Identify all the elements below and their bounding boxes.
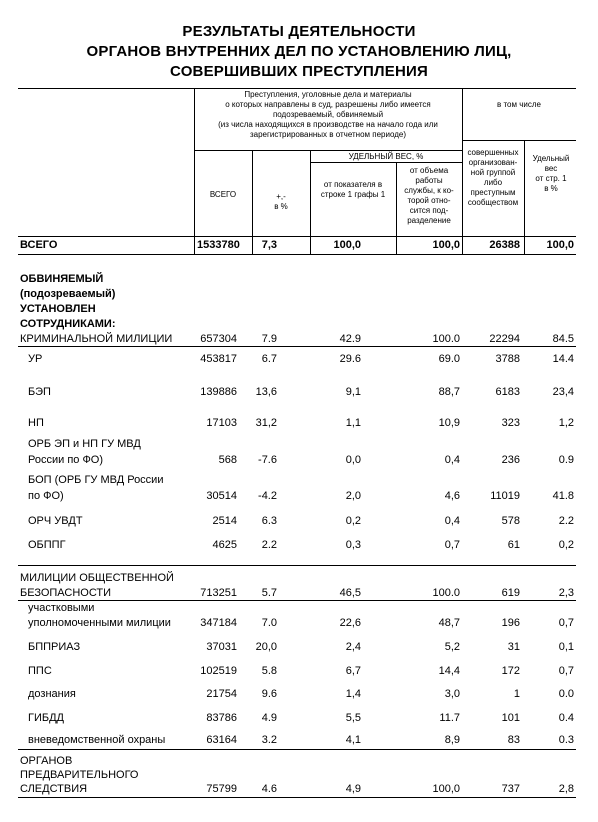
- cell-share-volume: 3,0: [444, 688, 460, 700]
- cell-change: -7.6: [258, 454, 277, 466]
- cell-organized: 323: [501, 417, 520, 429]
- row-label: КРИМИНАЛЬНОЙ МИЛИЦИИ: [20, 333, 173, 345]
- cell-total: 1533780: [197, 239, 240, 251]
- row-label-line-1: ОРБ ЭП и НП ГУ МВД: [28, 438, 141, 450]
- col-divider-4: [462, 88, 463, 254]
- header-of-volume-line-4: торой отно-: [407, 196, 451, 205]
- header-top-rule: [18, 88, 576, 89]
- cell-change: 4.6: [261, 783, 277, 795]
- header-of-col1-line-1: от показателя в: [323, 180, 383, 189]
- row-label-line-2: России по ФО): [28, 454, 104, 466]
- row-label: ВСЕГО: [20, 239, 58, 251]
- cell-share-col1: 4,1: [345, 734, 361, 746]
- section-heading-line-2: (подозреваемый): [20, 288, 116, 300]
- cell-share-col1: 1,4: [345, 688, 361, 700]
- cell-total: 83786: [206, 712, 237, 724]
- cell-change: 6.3: [261, 515, 277, 527]
- header-change-line-2: в %: [274, 202, 288, 211]
- cell-organized: 737: [501, 783, 520, 795]
- header-main-line-1: Преступления, уголовные дела и материалы: [244, 90, 412, 99]
- row-label: ППС: [28, 665, 52, 677]
- header-of-volume-line-2: работы: [415, 176, 443, 185]
- totals-bottom-rule: [18, 254, 576, 255]
- cell-share-volume: 0,4: [444, 454, 460, 466]
- cell-total: 713251: [200, 587, 237, 599]
- header-main-line-2: о которых направлены в суд, разрешены либо имеется: [225, 100, 431, 109]
- cell-change: 7.0: [261, 617, 277, 629]
- cell-change: 4.9: [261, 712, 277, 724]
- cell-organized: 1: [513, 688, 520, 700]
- cell-share-col1: 29.6: [339, 353, 361, 365]
- header-weight-line-1: Удельный: [532, 154, 570, 163]
- cell-change: 5.7: [261, 587, 277, 599]
- cell-organized: 578: [501, 515, 520, 527]
- cell-change: -4.2: [258, 490, 277, 502]
- cell-share-col1: 6,7: [345, 665, 361, 677]
- section-heading-line-3: УСТАНОВЛЕН: [20, 303, 96, 315]
- header-org: [464, 148, 522, 208]
- cell-organized: 101: [501, 712, 520, 724]
- header-main-line-5: зарегистрированных в отчетном периоде): [249, 130, 407, 139]
- cell-organized: 83: [507, 734, 520, 746]
- cell-share-col1: 0,0: [345, 454, 361, 466]
- cell-weight: 1,2: [558, 417, 574, 429]
- cell-share-col1: 100,0: [333, 239, 361, 251]
- cell-share-volume: 100.0: [432, 333, 460, 345]
- cell-share-col1: 2,0: [345, 490, 361, 502]
- cell-total: 75799: [206, 783, 237, 795]
- cell-organized: 619: [501, 587, 520, 599]
- cell-share-volume: 69.0: [438, 353, 460, 365]
- cell-change: 13,6: [255, 386, 277, 398]
- header-org-line-3: ной группой: [470, 168, 516, 177]
- cell-weight: 0,1: [558, 641, 574, 653]
- row-label-line-1: МИЛИЦИИ ОБЩЕСТВЕННОЙ: [20, 572, 174, 584]
- cell-weight: 41.8: [552, 490, 574, 502]
- cell-total: 17103: [206, 417, 237, 429]
- cell-share-volume: 0,4: [444, 515, 460, 527]
- title-line-2: ОРГАНОВ ВНУТРЕННИХ ДЕЛ ПО УСТАНОВЛЕНИЮ ЛИЦ,: [86, 43, 512, 60]
- cell-organized: 236: [501, 454, 520, 466]
- section-rule-krim: [18, 346, 576, 347]
- cell-total: 657304: [200, 333, 237, 345]
- cell-organized: 196: [501, 617, 520, 629]
- title-line-1: РЕЗУЛЬТАТЫ ДЕЯТЕЛЬНОСТИ: [182, 23, 416, 40]
- cell-share-volume: 14,4: [438, 665, 460, 677]
- header-change-line-1: +,-: [276, 192, 286, 201]
- header-org-line-6: сообществом: [467, 198, 519, 207]
- cell-share-volume: 5,2: [444, 641, 460, 653]
- row-label: ГИБДД: [28, 712, 64, 724]
- page-title: [0, 22, 598, 82]
- cell-weight: 14.4: [552, 353, 574, 365]
- cell-organized: 26388: [489, 239, 520, 251]
- row-label-line-2: по ФО): [28, 490, 64, 502]
- col-divider-3: [396, 162, 397, 254]
- cell-weight: 0.3: [558, 734, 574, 746]
- cell-weight: 100,0: [546, 239, 574, 251]
- cell-weight: 2,8: [558, 783, 574, 795]
- section-heading-line-4: СОТРУДНИКАМИ:: [20, 318, 116, 330]
- section-rule-end-mob: [18, 749, 576, 750]
- cell-change: 31,2: [255, 417, 277, 429]
- cell-organized: 61: [507, 539, 520, 551]
- header-share-label: УДЕЛЬНЫЙ ВЕС, %: [348, 152, 424, 161]
- row-label: БЭП: [28, 386, 51, 398]
- cell-weight: 23,4: [552, 386, 574, 398]
- header-of-volume: [398, 166, 460, 226]
- header-incl-label: в том числе: [497, 100, 541, 109]
- cell-share-col1: 0,3: [345, 539, 361, 551]
- header-org-line-1: совершенных: [467, 148, 519, 157]
- header-incl-rule: [462, 140, 576, 141]
- header-incl: [464, 100, 574, 110]
- header-of-col1: [312, 180, 394, 200]
- header-weight-line-2: вес: [544, 164, 558, 173]
- header-org-line-5: преступным: [470, 188, 516, 197]
- header-share-rule: [310, 162, 462, 163]
- cell-weight: 0.4: [558, 712, 574, 724]
- header-mid-rule: [194, 150, 462, 151]
- cell-share-col1: 1,1: [345, 417, 361, 429]
- col-divider-0: [194, 88, 195, 254]
- cell-share-col1: 4,9: [345, 783, 361, 795]
- cell-share-volume: 4,6: [444, 490, 460, 502]
- row-label-line-3: СЛЕДСТВИЯ: [20, 783, 88, 795]
- header-of-volume-line-3: службы, к ко-: [404, 186, 454, 195]
- cell-change: 7.9: [261, 333, 277, 345]
- header-total-label: ВСЕГО: [209, 190, 237, 199]
- cell-share-col1: 9,1: [345, 386, 361, 398]
- row-label-line-2: уполномоченными милиции: [28, 617, 171, 629]
- cell-total: 347184: [200, 617, 237, 629]
- header-share: [312, 152, 460, 162]
- header-org-line-2: организован-: [468, 158, 518, 167]
- cell-organized: 172: [501, 665, 520, 677]
- cell-total: 102519: [200, 665, 237, 677]
- cell-share-volume: 100,0: [432, 239, 460, 251]
- cell-share-volume: 10,9: [438, 417, 460, 429]
- cell-total: 4625: [212, 539, 237, 551]
- cell-change: 2.2: [261, 539, 277, 551]
- cell-change: 5.8: [261, 665, 277, 677]
- cell-change: 9.6: [261, 688, 277, 700]
- header-weight-line-4: в %: [544, 184, 558, 193]
- cell-share-volume: 100.0: [432, 587, 460, 599]
- cell-total: 63164: [206, 734, 237, 746]
- cell-share-volume: 0,7: [444, 539, 460, 551]
- cell-weight: 0,7: [558, 665, 574, 677]
- cell-weight: 2.2: [558, 515, 574, 527]
- cell-organized: 6183: [495, 386, 520, 398]
- row-label-line-1: БОП (ОРБ ГУ МВД России: [28, 474, 164, 486]
- cell-share-volume: 88,7: [438, 386, 460, 398]
- header-main-line-3: подозреваемый, обвиняемый: [272, 110, 384, 119]
- title-line-3: СОВЕРШИВШИХ ПРЕСТУПЛЕНИЯ: [170, 63, 428, 80]
- cell-organized: 11019: [490, 490, 520, 502]
- header-weight: [526, 154, 576, 194]
- row-label: ОБППГ: [28, 539, 66, 551]
- cell-share-volume: 100,0: [432, 783, 460, 795]
- row-label-line-1: участковыми: [28, 602, 95, 614]
- header-of-volume-line-6: разделение: [407, 216, 451, 225]
- header-bottom-rule: [18, 236, 576, 237]
- cell-share-volume: 48,7: [438, 617, 460, 629]
- cell-share-volume: 11.7: [439, 712, 460, 724]
- header-org-line-4: либо: [483, 178, 503, 187]
- row-label: вневедомственной охраны: [28, 734, 166, 746]
- cell-change: 6.7: [261, 353, 277, 365]
- cell-total: 139886: [200, 386, 237, 398]
- section-rule-opr: [18, 797, 576, 798]
- cell-weight: 2,3: [558, 587, 574, 599]
- cell-total: 30514: [206, 490, 237, 502]
- cell-weight: 0.0: [558, 688, 574, 700]
- row-label-line-2: БЕЗОПАСНОСТИ: [20, 587, 112, 599]
- section-rule-end-krim: [18, 565, 576, 566]
- cell-weight: 0.9: [558, 454, 574, 466]
- header-weight-line-3: от стр. 1: [535, 174, 567, 183]
- cell-total: 21754: [206, 688, 237, 700]
- cell-share-col1: 42.9: [339, 333, 361, 345]
- cell-organized: 22294: [489, 333, 520, 345]
- cell-share-volume: 8,9: [444, 734, 460, 746]
- section-heading-line-1: ОБВИНЯЕМЫЙ: [20, 273, 104, 285]
- row-label: НП: [28, 417, 44, 429]
- cell-share-col1: 46,5: [339, 587, 361, 599]
- cell-organized: 3788: [495, 353, 520, 365]
- row-label: БППРИАЗ: [28, 641, 81, 653]
- row-label-line-2: ПРЕДВАРИТЕЛЬНОГО: [20, 769, 139, 781]
- cell-weight: 0,2: [558, 539, 574, 551]
- cell-total: 568: [218, 454, 237, 466]
- row-label: ОРЧ УВДТ: [28, 515, 83, 527]
- header-of-volume-line-5: сится под-: [409, 206, 449, 215]
- row-label: УР: [28, 353, 43, 365]
- cell-change: 7,3: [261, 239, 277, 251]
- header-total: [196, 190, 250, 200]
- cell-weight: 84.5: [552, 333, 574, 345]
- cell-share-col1: 22,6: [339, 617, 361, 629]
- cell-share-col1: 0,2: [345, 515, 361, 527]
- cell-change: 3.2: [261, 734, 277, 746]
- header-of-volume-line-1: от объема: [409, 166, 449, 175]
- cell-share-col1: 2,4: [345, 641, 361, 653]
- header-of-col1-line-2: строке 1 графы 1: [320, 190, 386, 199]
- cell-share-col1: 5,5: [345, 712, 361, 724]
- cell-total: 453817: [200, 353, 237, 365]
- cell-total: 37031: [206, 641, 237, 653]
- row-label-line-1: ОРГАНОВ: [20, 755, 73, 767]
- header-change: [254, 192, 308, 212]
- row-label: дознания: [28, 688, 76, 700]
- header-main-line-4: (из числа находящихся в производстве на начало года или: [218, 120, 438, 129]
- cell-weight: 0,7: [558, 617, 574, 629]
- section-rule-mob: [18, 600, 576, 601]
- col-divider-5: [524, 140, 525, 254]
- cell-organized: 31: [507, 641, 520, 653]
- cell-total: 2514: [212, 515, 237, 527]
- header-main: [196, 90, 460, 140]
- cell-change: 20,0: [255, 641, 277, 653]
